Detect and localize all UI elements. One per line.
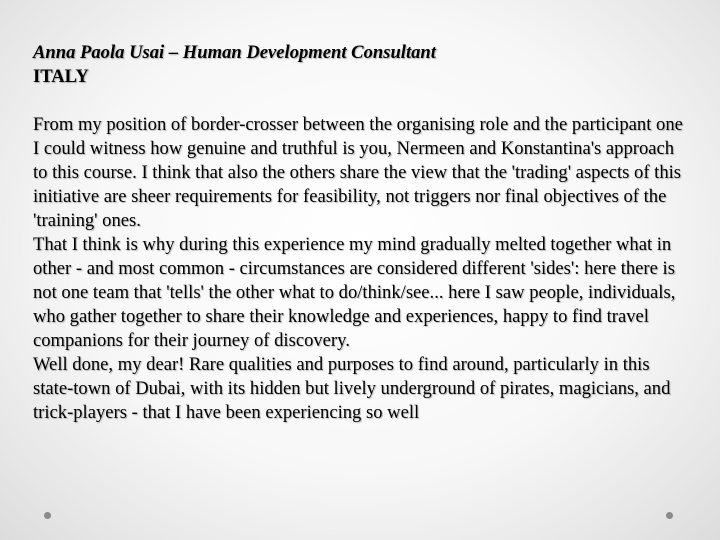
paragraph-2: That I think is why during this experience my mind gradually melted together what in other - and most common - circumstances are considered different 'sides': here there is not one team that 'tells' the other what to do/think/see... here I saw people, individuals, who gather together to share their knowledge and experiences, happy to find travel companions for their journey of discovery.	[33, 234, 676, 351]
paragraph-3: Well done, my dear! Rare qualities and purposes to find around, particularly in this state-town of Dubai, with its hidden but lively underground of pirates, magicians, and trick-players - that I have been experiencing so well	[33, 354, 671, 423]
blank-line	[33, 89, 683, 113]
paragraph-1: From my position of border-crosser between the organising role and the participant one I could witness how genuine and truthful is you, Nermeen and Konstantina's approach to this course. I think that also the others share the view that the 'trading' aspects of this initiative are sheer requirements for feasibility, not triggers nor final objectives of the 'training' ones.	[33, 114, 683, 231]
slide-text-body	[33, 41, 683, 425]
left-decorative-dot-icon	[44, 512, 51, 519]
country-label: ITALY	[33, 66, 89, 87]
author-line: Anna Paola Usai – Human Development Consultant	[33, 42, 436, 63]
right-decorative-dot-icon	[666, 512, 673, 519]
